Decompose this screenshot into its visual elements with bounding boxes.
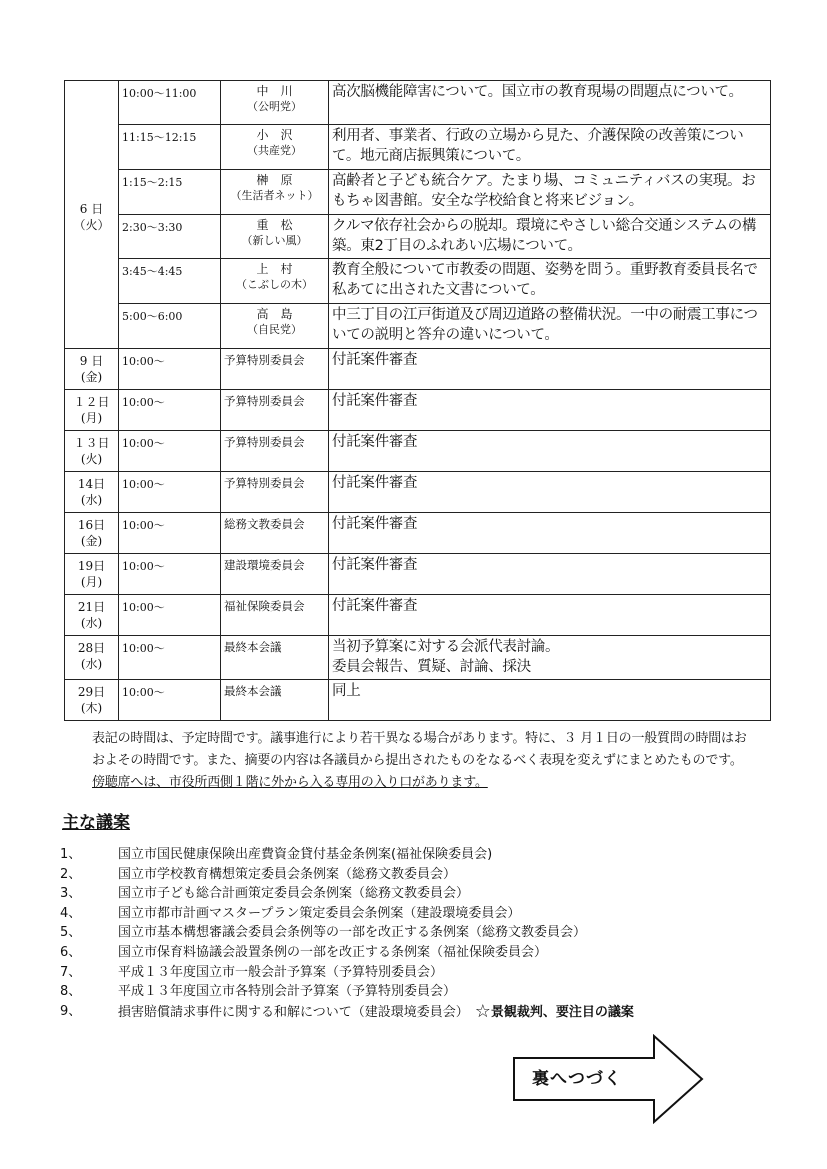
summary-cell bbox=[329, 390, 771, 431]
summary-cell bbox=[329, 680, 771, 721]
committee-cell: 福祉保険委員会 bbox=[221, 595, 329, 636]
summary-line: 付託案件審査 bbox=[332, 598, 418, 614]
list-item bbox=[60, 1002, 780, 1022]
bill-number: 3、 bbox=[60, 886, 82, 902]
table-row bbox=[65, 472, 771, 513]
list-item bbox=[60, 884, 780, 904]
bill-text: 国立市保育料協議会設置条例の一部を改正する条例案（福祉保険委員会） bbox=[118, 944, 548, 960]
summary-line: 付託案件審査 bbox=[332, 475, 418, 491]
table-row bbox=[65, 513, 771, 554]
day-label: 14日 bbox=[77, 477, 106, 491]
list-item bbox=[60, 865, 780, 885]
time-cell: 10:00～ bbox=[119, 680, 221, 721]
time-cell: 10:00～ bbox=[119, 513, 221, 554]
summary-cell bbox=[329, 554, 771, 595]
summary-cell: 高齢者と子ども統合ケア。たまり場、コミュニティバスの実現。おもちゃ図書館。安全な学校給食と将来ビジョン。 bbox=[329, 170, 771, 215]
bill-number: 8、 bbox=[60, 984, 82, 1000]
table-row bbox=[65, 259, 771, 304]
day-label: 28日 bbox=[77, 641, 106, 655]
bill-text-wrapper bbox=[118, 1002, 634, 1022]
time-cell: 10:00～ bbox=[119, 349, 221, 390]
committee-cell: 建設環境委員会 bbox=[221, 554, 329, 595]
bill-number: 6、 bbox=[60, 944, 82, 960]
time-cell: 5:00～6:00 bbox=[119, 304, 221, 349]
speaker-name: 高 島 bbox=[256, 307, 293, 321]
party-label: （共産党） bbox=[247, 144, 302, 157]
summary-cell: クルマ依存社会からの脱却。環境にやさしい総合交通システムの構築。東2丁目のふれあい広場について。 bbox=[329, 215, 771, 259]
day-cell bbox=[65, 554, 119, 595]
bill-number: 1、 bbox=[60, 847, 82, 862]
continue-label: 裏へつづく bbox=[532, 1069, 622, 1089]
summary-cell: 利用者、事業者、行政の立場から見た、介護保険の改善策について。地元商店振興策について。 bbox=[329, 125, 771, 170]
time-cell: 10:00～ bbox=[119, 595, 221, 636]
weekday-label: （火） bbox=[73, 217, 110, 232]
committee-cell: 予算特別委員会 bbox=[221, 431, 329, 472]
bill-number: 4、 bbox=[60, 905, 82, 921]
time-cell: 11:15～12:15 bbox=[119, 125, 221, 170]
table-row bbox=[65, 125, 771, 170]
summary-line: 付託案件審査 bbox=[332, 393, 418, 409]
list-item bbox=[60, 845, 780, 865]
speaker-name: 上 村 bbox=[256, 262, 293, 276]
day-cell bbox=[65, 390, 119, 431]
summary-line: 付託案件審査 bbox=[332, 352, 418, 368]
time-cell: 10:00～ bbox=[119, 554, 221, 595]
time-cell: 10:00～ bbox=[119, 472, 221, 513]
weekday-label: (火) bbox=[80, 452, 103, 466]
bills-list bbox=[60, 845, 780, 1021]
party-label: （新しい風） bbox=[241, 234, 308, 247]
committee-cell: 最終本会議 bbox=[221, 680, 329, 721]
day-label: 6 日 bbox=[79, 201, 104, 216]
speaker-cell bbox=[221, 259, 329, 304]
list-item bbox=[60, 923, 780, 943]
table-row bbox=[65, 636, 771, 680]
weekday-label: (金) bbox=[80, 370, 103, 384]
time-cell: 10:00～ bbox=[119, 390, 221, 431]
day-cell bbox=[65, 81, 119, 349]
schedule-table bbox=[64, 80, 771, 721]
summary-line: 当初予算案に対する会派代表討論。 bbox=[332, 639, 560, 655]
committee-cell: 最終本会議 bbox=[221, 636, 329, 680]
summary-cell bbox=[329, 513, 771, 554]
speaker-cell bbox=[221, 125, 329, 170]
day-cell bbox=[65, 595, 119, 636]
speaker-name: 中 川 bbox=[256, 84, 293, 98]
day-cell bbox=[65, 513, 119, 554]
day-label: 9 日 bbox=[79, 354, 104, 368]
list-item bbox=[60, 904, 780, 924]
weekday-label: (月) bbox=[80, 411, 103, 425]
party-label: （こぶしの木） bbox=[236, 278, 313, 291]
table-row bbox=[65, 431, 771, 472]
weekday-label: (水) bbox=[80, 493, 103, 507]
day-cell bbox=[65, 431, 119, 472]
bill-number: 2、 bbox=[60, 866, 82, 882]
speaker-name: 重 松 bbox=[256, 218, 293, 232]
note-text: 表記の時間は、予定時間です。議事進行により若干異なる場合があります。特に、３ 月１日の一般質問の時間はおおよその時間です。また、摘要の内容は各議員から提出されたものをなるべく表現を変えずにまとめたものです。 bbox=[92, 731, 747, 768]
weekday-label: (水) bbox=[80, 616, 103, 630]
summary-line: 同上 bbox=[332, 683, 361, 699]
bill-number: 9、 bbox=[60, 1003, 82, 1019]
list-item bbox=[60, 943, 780, 963]
committee-cell: 予算特別委員会 bbox=[221, 472, 329, 513]
table-row bbox=[65, 680, 771, 721]
time-cell: 10:00～11:00 bbox=[119, 81, 221, 125]
speaker-cell bbox=[221, 215, 329, 259]
summary-line: 付託案件審査 bbox=[332, 557, 418, 573]
star-outline-icon: ☆ bbox=[474, 1000, 491, 1022]
table-row bbox=[65, 81, 771, 125]
day-label: 29日 bbox=[77, 685, 106, 699]
party-label: （生活者ネット） bbox=[230, 189, 319, 202]
bill-text: 国立市基本構想審議会委員会条例等の一部を改正する条例案（総務文教委員会） bbox=[118, 925, 587, 941]
table-row bbox=[65, 304, 771, 349]
table-row bbox=[65, 349, 771, 390]
list-item bbox=[60, 963, 780, 983]
weekday-label: (金) bbox=[80, 534, 103, 548]
bill-text: 国立市国民健康保険出産費資金貸付基金条例案(福祉保険委員会) bbox=[118, 847, 493, 862]
list-item bbox=[60, 982, 780, 1002]
party-label: （自民党） bbox=[247, 323, 302, 336]
summary-cell bbox=[329, 431, 771, 472]
day-cell bbox=[65, 472, 119, 513]
summary-line: 付託案件審査 bbox=[332, 516, 418, 532]
time-cell: 10:00～ bbox=[119, 431, 221, 472]
table-row bbox=[65, 595, 771, 636]
bill-number: 5、 bbox=[60, 925, 82, 941]
bill-text: 平成１３年度国立市各特別会計予算案（予算特別委員会） bbox=[118, 984, 457, 1000]
schedule-note bbox=[92, 728, 752, 794]
summary-line: 委員会報告、質疑、討論、採決 bbox=[332, 659, 531, 675]
table-row bbox=[65, 554, 771, 595]
day-label: １２日 bbox=[73, 395, 110, 409]
speaker-cell bbox=[221, 170, 329, 215]
committee-cell: 総務文教委員会 bbox=[221, 513, 329, 554]
speaker-name: 榊 原 bbox=[256, 173, 293, 187]
speaker-name: 小 沢 bbox=[256, 128, 293, 142]
bill-text: 損害賠償請求事件に関する和解について（建設環境委員会） bbox=[118, 1004, 469, 1020]
day-cell bbox=[65, 636, 119, 680]
gallery-entrance-note: 傍聴席へは、市役所西側１階に外から入る専用の入り口があります。 bbox=[92, 775, 488, 790]
summary-cell: 高次脳機能障害について。国立市の教育現場の問題点について。 bbox=[329, 81, 771, 125]
bills-heading: 主な議案 bbox=[62, 813, 130, 833]
summary-cell bbox=[329, 595, 771, 636]
weekday-label: (月) bbox=[80, 575, 103, 589]
weekday-label: (水) bbox=[80, 657, 103, 671]
committee-cell: 予算特別委員会 bbox=[221, 390, 329, 431]
day-cell bbox=[65, 349, 119, 390]
speaker-cell bbox=[221, 304, 329, 349]
day-label: 19日 bbox=[77, 559, 106, 573]
summary-cell bbox=[329, 472, 771, 513]
highlight-note: 景観裁判、要注目の議案 bbox=[490, 1004, 634, 1020]
time-cell: 1:15～2:15 bbox=[119, 170, 221, 215]
summary-cell: 中三丁目の江戸街道及び周辺道路の整備状況。一中の耐震工事についての説明と答弁の違いについて。 bbox=[329, 304, 771, 349]
time-cell: 2:30～3:30 bbox=[119, 215, 221, 259]
speaker-cell bbox=[221, 81, 329, 125]
day-label: １３日 bbox=[73, 436, 110, 450]
time-cell: 10:00～ bbox=[119, 636, 221, 680]
table-row bbox=[65, 215, 771, 259]
bill-number: 7、 bbox=[60, 964, 82, 980]
bill-text: 国立市子ども総合計画策定委員会条例案（総務文教委員会） bbox=[118, 886, 470, 902]
summary-line: 付託案件審査 bbox=[332, 434, 418, 450]
bill-text: 平成１３年度国立市一般会計予算案（予算特別委員会） bbox=[118, 964, 444, 980]
table-row bbox=[65, 170, 771, 215]
day-label: 21日 bbox=[77, 600, 106, 614]
summary-cell bbox=[329, 636, 771, 680]
summary-cell bbox=[329, 349, 771, 390]
day-label: 16日 bbox=[77, 518, 106, 532]
day-cell bbox=[65, 680, 119, 721]
time-cell: 3:45～4:45 bbox=[119, 259, 221, 304]
table-row bbox=[65, 390, 771, 431]
committee-cell: 予算特別委員会 bbox=[221, 349, 329, 390]
summary-cell: 教育全般について市教委の問題、姿勢を問う。重野教育委員長名で私あてに出された文書について。 bbox=[329, 259, 771, 304]
party-label: （公明党） bbox=[247, 100, 302, 113]
bill-text: 国立市学校教育構想策定委員会条例案（総務文教委員会） bbox=[118, 866, 457, 882]
bill-text: 国立市都市計画マスタープラン策定委員会条例案（建設環境委員会） bbox=[118, 905, 521, 921]
weekday-label: (木) bbox=[80, 701, 103, 715]
